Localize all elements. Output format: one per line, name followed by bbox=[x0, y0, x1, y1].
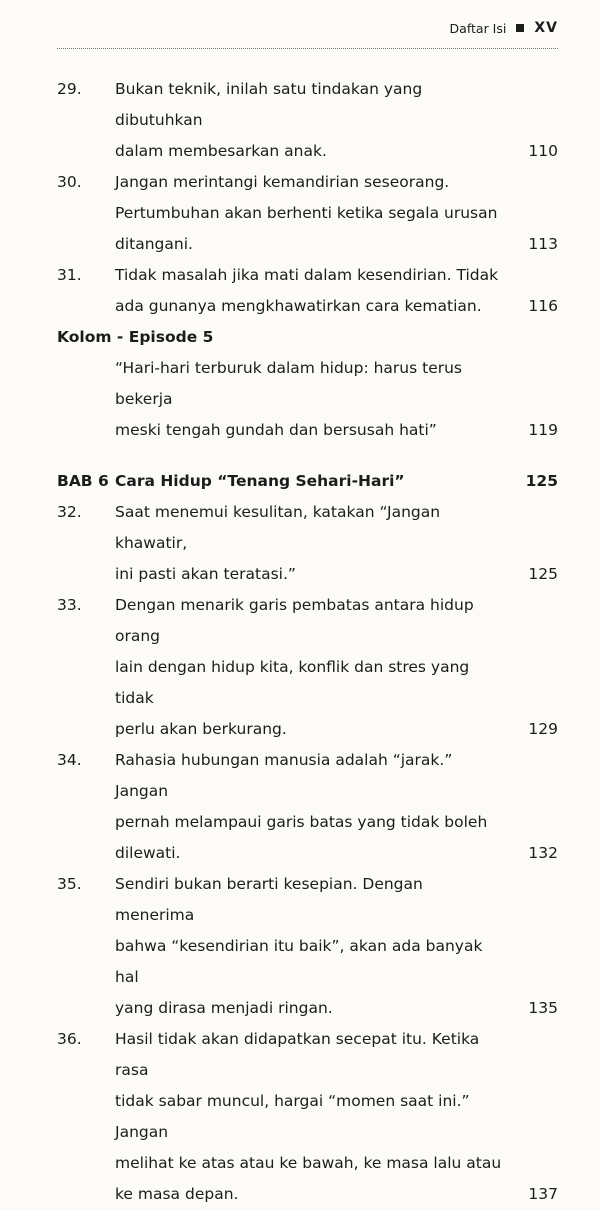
toc-group-a bbox=[0, 74, 600, 322]
column-label: Kolom - Episode 5 bbox=[57, 328, 214, 346]
header-section-title: Daftar Isi bbox=[449, 20, 507, 36]
entry-page: 137 bbox=[528, 1185, 558, 1203]
entry-number: 30. bbox=[57, 173, 82, 191]
entry-page: 125 bbox=[528, 565, 558, 583]
toc-entry[interactable] bbox=[0, 260, 600, 322]
entry-line: Sendiri bukan berarti kesepian. Dengan menerima bbox=[115, 875, 423, 924]
entry-page: 116 bbox=[528, 297, 558, 315]
toc-entry[interactable] bbox=[0, 74, 600, 167]
entry-line: lain dengan hidup kita, konflik dan stres yang tidak bbox=[115, 658, 470, 707]
header-page-number: XV bbox=[534, 20, 558, 36]
entry-line: pernah melampaui garis batas yang tidak boleh bbox=[115, 813, 488, 831]
entry-text bbox=[115, 497, 505, 590]
entry-text bbox=[115, 745, 505, 869]
entry-line: ditangani. bbox=[115, 235, 193, 253]
entry-page: 110 bbox=[528, 142, 558, 160]
toc-entry[interactable] bbox=[0, 1024, 600, 1210]
entry-number: 31. bbox=[57, 266, 82, 284]
chapter-heading[interactable] bbox=[0, 466, 600, 497]
entry-number: 36. bbox=[57, 1030, 82, 1048]
entry-number: 29. bbox=[57, 80, 82, 98]
column-page: 119 bbox=[528, 421, 558, 439]
table-of-contents bbox=[0, 74, 600, 1210]
toc-entry[interactable] bbox=[0, 590, 600, 745]
running-header bbox=[450, 20, 558, 36]
entry-line: dalam membesarkan anak. bbox=[115, 142, 327, 160]
column-heading bbox=[0, 322, 600, 353]
entry-line: tidak sabar muncul, hargai “momen saat ini.” Jangan bbox=[115, 1092, 470, 1141]
column-entry-text bbox=[115, 353, 505, 446]
entry-line: ke masa depan. bbox=[115, 1185, 239, 1203]
entry-line: Jangan merintangi kemandirian seseorang. bbox=[115, 173, 450, 191]
entry-page: 129 bbox=[528, 720, 558, 738]
entry-page: 135 bbox=[528, 999, 558, 1017]
entry-line: Dengan menarik garis pembatas antara hidup orang bbox=[115, 596, 474, 645]
column-line: “Hari-hari terburuk dalam hidup: harus terus bekerja bbox=[115, 359, 463, 408]
entry-text bbox=[115, 869, 505, 1024]
chapter-title: Cara Hidup “Tenang Sehari-Hari” bbox=[115, 472, 405, 490]
toc-entry[interactable] bbox=[0, 167, 600, 260]
entry-line: ada gunanya mengkhawatirkan cara kematian. bbox=[115, 297, 482, 315]
entry-text bbox=[115, 74, 505, 167]
toc-entry[interactable] bbox=[0, 745, 600, 869]
toc-group-b bbox=[0, 497, 600, 1210]
entry-page: 113 bbox=[528, 235, 558, 253]
entry-line: Hasil tidak akan didapatkan secepat itu. Ketika rasa bbox=[115, 1030, 480, 1079]
toc-entry[interactable] bbox=[0, 869, 600, 1024]
entry-line: Pertumbuhan akan berhenti ketika segala urusan bbox=[115, 204, 498, 222]
chapter-label: BAB 6 bbox=[57, 472, 109, 490]
entry-page: 132 bbox=[528, 844, 558, 862]
entry-line: Bukan teknik, inilah satu tindakan yang dibutuhkan bbox=[115, 80, 423, 129]
entry-text bbox=[115, 1024, 505, 1210]
entry-line: bahwa “kesendirian itu baik”, akan ada banyak hal bbox=[115, 937, 483, 986]
entry-number: 34. bbox=[57, 751, 82, 769]
entry-line: Saat menemui kesulitan, katakan “Jangan khawatir, bbox=[115, 503, 441, 552]
entry-line: dilewati. bbox=[115, 844, 181, 862]
square-bullet-icon bbox=[516, 24, 524, 32]
entry-text bbox=[115, 260, 505, 322]
column-entry[interactable] bbox=[0, 353, 600, 446]
chapter-page: 125 bbox=[525, 472, 558, 490]
entry-line: Tidak masalah jika mati dalam kesendirian. Tidak bbox=[115, 266, 499, 284]
header-divider bbox=[57, 48, 558, 49]
entry-text bbox=[115, 590, 505, 745]
toc-entry[interactable] bbox=[0, 497, 600, 590]
entry-number: 32. bbox=[57, 503, 82, 521]
entry-line: perlu akan berkurang. bbox=[115, 720, 287, 738]
entry-number: 35. bbox=[57, 875, 82, 893]
entry-line: melihat ke atas atau ke bawah, ke masa lalu atau bbox=[115, 1154, 502, 1172]
entry-line: yang dirasa menjadi ringan. bbox=[115, 999, 333, 1017]
entry-line: Rahasia hubungan manusia adalah “jarak.” Jangan bbox=[115, 751, 453, 800]
entry-text bbox=[115, 167, 505, 260]
entry-number: 33. bbox=[57, 596, 82, 614]
entry-line: ini pasti akan teratasi.” bbox=[115, 565, 296, 583]
column-line: meski tengah gundah dan bersusah hati” bbox=[115, 421, 437, 439]
